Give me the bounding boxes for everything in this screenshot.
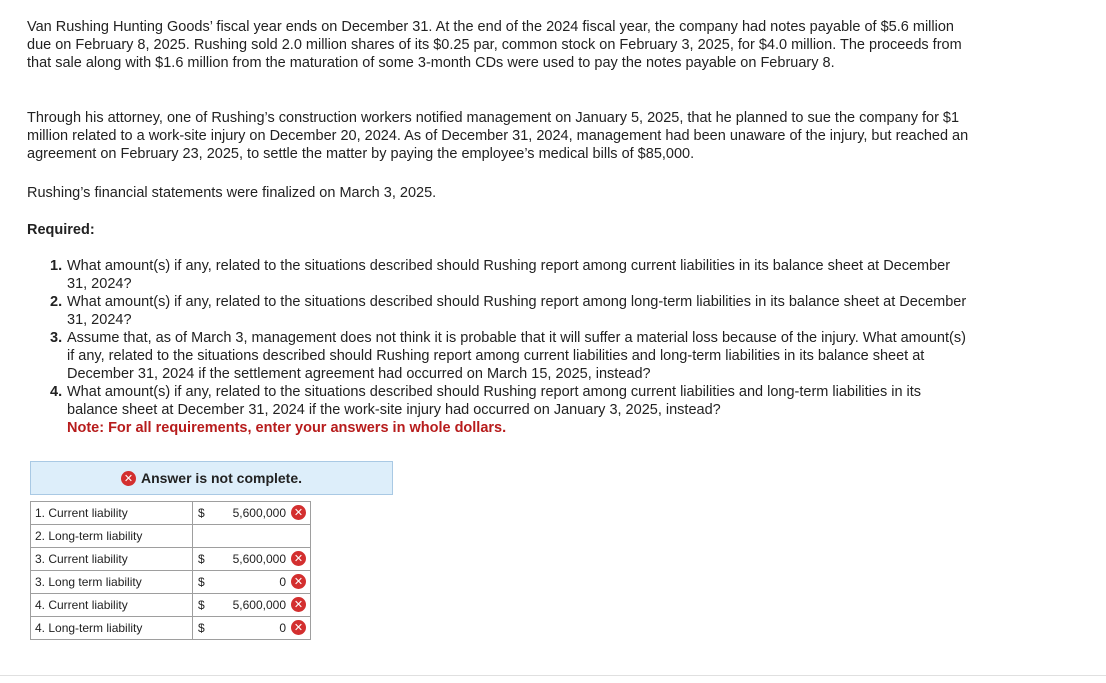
amount-value: 0 bbox=[279, 575, 286, 589]
amount-input[interactable] bbox=[193, 617, 311, 640]
currency-symbol: $ bbox=[198, 598, 205, 612]
problem-paragraph-1: Van Rushing Hunting Goods’ fiscal year ends on December 31. At the end of the 2024 fiscal year, the company had notes payable of $5.6 million due on February 8, 2025. Rushing sold 2.0 million shares of its $0.25 par, common stock on February 3, 2025, for $4.0 million. The proceeds from that sale along with $1.6 million from the maturation of some 3-month CDs were used to pay the notes payable on February 8. bbox=[27, 19, 962, 71]
table-row bbox=[31, 617, 311, 640]
question-text: Assume that, as of March 3, management does not think it is probable that it will suffer a material loss because of the injury. What amount(s) if any, related to the situations described should Rushing report among current liabilities and long-term liabilities in its balance sheet at December 31, 2024 if the settlement agreement had occurred on March 15, 2025, instead? bbox=[67, 330, 966, 382]
currency-symbol: $ bbox=[198, 621, 205, 635]
question-number: 2. bbox=[50, 294, 63, 310]
answer-status-banner bbox=[30, 461, 393, 495]
row-label: 3. Long term liability bbox=[31, 571, 193, 594]
amount-input[interactable] bbox=[193, 502, 311, 525]
table-row bbox=[31, 502, 311, 525]
amount-input[interactable] bbox=[193, 525, 311, 548]
row-label: 3. Current liability bbox=[31, 548, 193, 571]
table-row bbox=[31, 548, 311, 571]
required-heading: Required: bbox=[27, 222, 95, 238]
question-text: What amount(s) if any, related to the situations described should Rushing report among current liabilities and long-term liabilities in its balance sheet at December 31, 2024 if the work-site injury had occurred on January 3, 2025, instead? bbox=[67, 384, 922, 418]
row-label: 2. Long-term liability bbox=[31, 525, 193, 548]
currency-symbol: $ bbox=[198, 506, 205, 520]
problem-paragraph-2: Through his attorney, one of Rushing’s construction workers notified management on January 5, 2025, that he planned to sue the company for $1 million related to a work-site injury on December 20, 2024. As of December 31, 2024, management had been unaware of the injury, but reached an agreement on February 23, 2025, to settle the matter by paying the employee’s medical bills of $85,000. bbox=[27, 110, 969, 162]
incorrect-x-icon: ✕ bbox=[291, 574, 306, 589]
question-text: What amount(s) if any, related to the situations described should Rushing report among long-term liabilities in its balance sheet at December 31, 2024? bbox=[67, 294, 967, 328]
problem-paragraph-3: Rushing’s financial statements were finalized on March 3, 2025. bbox=[27, 185, 437, 201]
row-label: 4. Current liability bbox=[31, 594, 193, 617]
answer-table bbox=[30, 501, 311, 640]
question-item bbox=[50, 257, 970, 293]
question-number: 1. bbox=[50, 258, 63, 274]
amount-input[interactable] bbox=[193, 594, 311, 617]
amount-value: 5,600,000 bbox=[232, 552, 286, 566]
table-row bbox=[31, 525, 311, 548]
instruction-note: Note: For all requirements, enter your answers in whole dollars. bbox=[67, 420, 507, 436]
x-circle-icon: ✕ bbox=[121, 471, 136, 486]
question-text: What amount(s) if any, related to the situations described should Rushing report among current liabilities in its balance sheet at December 31, 2024? bbox=[67, 258, 951, 292]
question-number: 3. bbox=[50, 330, 63, 346]
question-list bbox=[50, 257, 970, 437]
answer-status-text: Answer is not complete. bbox=[140, 470, 303, 486]
table-row bbox=[31, 594, 311, 617]
table-row bbox=[31, 571, 311, 594]
currency-symbol: $ bbox=[198, 552, 205, 566]
amount-value: 5,600,000 bbox=[232, 598, 286, 612]
amount-value: 0 bbox=[279, 621, 286, 635]
row-label: 1. Current liability bbox=[31, 502, 193, 525]
question-item bbox=[50, 383, 970, 419]
incorrect-x-icon: ✕ bbox=[291, 597, 306, 612]
amount-value: 5,600,000 bbox=[232, 506, 286, 520]
amount-input[interactable] bbox=[193, 571, 311, 594]
divider bbox=[0, 675, 1106, 676]
incorrect-x-icon: ✕ bbox=[291, 505, 306, 520]
incorrect-x-icon: ✕ bbox=[291, 620, 306, 635]
question-item bbox=[50, 293, 970, 329]
currency-symbol: $ bbox=[198, 575, 205, 589]
incorrect-x-icon: ✕ bbox=[291, 551, 306, 566]
row-label: 4. Long-term liability bbox=[31, 617, 193, 640]
question-number: 4. bbox=[50, 384, 63, 400]
amount-input[interactable] bbox=[193, 548, 311, 571]
question-item bbox=[50, 329, 970, 383]
